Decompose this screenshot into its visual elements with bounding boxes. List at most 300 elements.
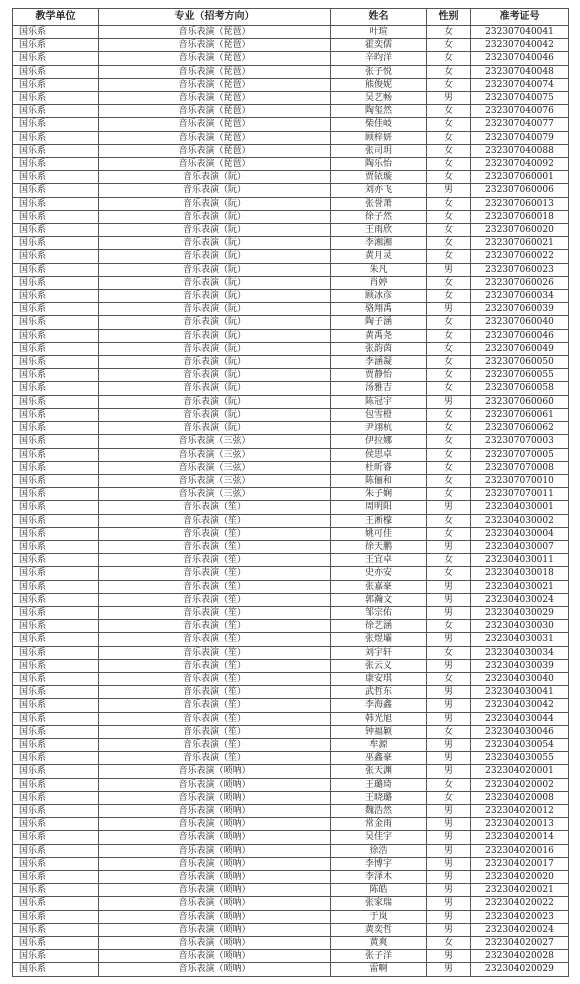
cell-major: 音乐表演（阮） <box>99 329 331 342</box>
table-row <box>13 105 569 118</box>
cell-gender: 女 <box>427 791 471 804</box>
cell-exam-number: 232307060022 <box>471 250 569 263</box>
cell-teaching-unit: 国乐系 <box>13 329 99 342</box>
table-row <box>13 171 569 184</box>
cell-major: 音乐表演（唢呐） <box>99 963 331 976</box>
cell-gender: 女 <box>427 937 471 950</box>
cell-teaching-unit: 国乐系 <box>13 237 99 250</box>
cell-teaching-unit: 国乐系 <box>13 897 99 910</box>
cell-major: 音乐表演（笙） <box>99 554 331 567</box>
cell-gender: 男 <box>427 884 471 897</box>
table-header-row <box>13 9 569 26</box>
table-row <box>13 461 569 474</box>
cell-teaching-unit: 国乐系 <box>13 276 99 289</box>
cell-name: 顾冰彦 <box>331 290 427 303</box>
cell-name: 王雨欣 <box>331 224 427 237</box>
cell-teaching-unit: 国乐系 <box>13 804 99 817</box>
cell-name: 汤雅吉 <box>331 382 427 395</box>
cell-teaching-unit: 国乐系 <box>13 158 99 171</box>
cell-major: 音乐表演（唢呐） <box>99 871 331 884</box>
cell-name: 常金雨 <box>331 818 427 831</box>
table-row <box>13 897 569 910</box>
cell-major: 音乐表演（琵琶） <box>99 39 331 52</box>
cell-exam-number: 232307060034 <box>471 290 569 303</box>
cell-teaching-unit: 国乐系 <box>13 844 99 857</box>
cell-name: 吴艺畅 <box>331 92 427 105</box>
cell-gender: 男 <box>427 950 471 963</box>
cell-exam-number: 232307070003 <box>471 435 569 448</box>
cell-name: 徐子然 <box>331 210 427 223</box>
cell-major: 音乐表演（唢呐） <box>99 778 331 791</box>
cell-major: 音乐表演（唢呐） <box>99 831 331 844</box>
cell-teaching-unit: 国乐系 <box>13 818 99 831</box>
cell-exam-number: 232304030021 <box>471 580 569 593</box>
cell-teaching-unit: 国乐系 <box>13 659 99 672</box>
cell-major: 音乐表演（三弦） <box>99 474 331 487</box>
cell-name: 张家瑞 <box>331 897 427 910</box>
table-row <box>13 606 569 619</box>
table-row <box>13 342 569 355</box>
cell-exam-number: 232307040092 <box>471 158 569 171</box>
cell-gender: 女 <box>427 461 471 474</box>
cell-exam-number: 232304030001 <box>471 501 569 514</box>
cell-exam-number: 232304020008 <box>471 791 569 804</box>
table-row <box>13 646 569 659</box>
cell-name: 伊拉娜 <box>331 435 427 448</box>
table-body <box>13 26 569 977</box>
cell-major: 音乐表演（唢呐） <box>99 950 331 963</box>
cell-exam-number: 232304030039 <box>471 659 569 672</box>
cell-teaching-unit: 国乐系 <box>13 342 99 355</box>
cell-gender: 女 <box>427 65 471 78</box>
table-row <box>13 514 569 527</box>
cell-name: 王璐琦 <box>331 778 427 791</box>
cell-teaching-unit: 国乐系 <box>13 884 99 897</box>
cell-name: 张誉萧 <box>331 197 427 210</box>
cell-gender: 男 <box>427 897 471 910</box>
cell-major: 音乐表演（琵琶） <box>99 131 331 144</box>
table-row <box>13 527 569 540</box>
cell-gender: 女 <box>427 39 471 52</box>
cell-exam-number: 232304020020 <box>471 871 569 884</box>
cell-teaching-unit: 国乐系 <box>13 382 99 395</box>
cell-major: 音乐表演（琵琶） <box>99 118 331 131</box>
cell-name: 武哲东 <box>331 686 427 699</box>
cell-exam-number: 232304020001 <box>471 765 569 778</box>
cell-teaching-unit: 国乐系 <box>13 210 99 223</box>
table-row <box>13 237 569 250</box>
cell-gender: 女 <box>427 672 471 685</box>
cell-name: 韩光旭 <box>331 712 427 725</box>
cell-name: 于岚 <box>331 910 427 923</box>
cell-exam-number: 232307070005 <box>471 448 569 461</box>
table-row <box>13 963 569 976</box>
cell-name: 黄禹尧 <box>331 329 427 342</box>
cell-exam-number: 232307060049 <box>471 342 569 355</box>
cell-major: 音乐表演（笙） <box>99 659 331 672</box>
cell-gender: 女 <box>427 408 471 421</box>
cell-major: 音乐表演（笙） <box>99 646 331 659</box>
cell-exam-number: 232307060001 <box>471 171 569 184</box>
cell-name: 刘亦飞 <box>331 184 427 197</box>
table-row <box>13 818 569 831</box>
cell-major: 音乐表演（笙） <box>99 567 331 580</box>
cell-teaching-unit: 国乐系 <box>13 197 99 210</box>
cell-teaching-unit: 国乐系 <box>13 752 99 765</box>
cell-major: 音乐表演（三弦） <box>99 435 331 448</box>
table-row <box>13 686 569 699</box>
cell-major: 音乐表演（唢呐） <box>99 884 331 897</box>
table-row <box>13 382 569 395</box>
table-row <box>13 633 569 646</box>
cell-name: 朱子娴 <box>331 488 427 501</box>
cell-exam-number: 232304030031 <box>471 633 569 646</box>
cell-teaching-unit: 国乐系 <box>13 224 99 237</box>
cell-teaching-unit: 国乐系 <box>13 778 99 791</box>
cell-major: 音乐表演（唢呐） <box>99 937 331 950</box>
cell-major: 音乐表演（阮） <box>99 382 331 395</box>
table-row <box>13 395 569 408</box>
cell-exam-number: 232304030030 <box>471 620 569 633</box>
cell-teaching-unit: 国乐系 <box>13 672 99 685</box>
cell-gender: 男 <box>427 818 471 831</box>
cell-name: 张韵茵 <box>331 342 427 355</box>
table-row <box>13 52 569 65</box>
cell-teaching-unit: 国乐系 <box>13 92 99 105</box>
table-row <box>13 118 569 131</box>
cell-gender: 女 <box>427 554 471 567</box>
cell-name: 李湘湘 <box>331 237 427 250</box>
cell-gender: 女 <box>427 276 471 289</box>
cell-gender: 女 <box>427 342 471 355</box>
cell-exam-number: 232307040088 <box>471 144 569 157</box>
table-row <box>13 831 569 844</box>
cell-gender: 男 <box>427 540 471 553</box>
cell-gender: 女 <box>427 78 471 91</box>
cell-name: 雷啊 <box>331 963 427 976</box>
cell-gender: 女 <box>427 158 471 171</box>
cell-exam-number: 232307040079 <box>471 131 569 144</box>
cell-teaching-unit: 国乐系 <box>13 963 99 976</box>
cell-major: 音乐表演（笙） <box>99 699 331 712</box>
cell-gender: 男 <box>427 606 471 619</box>
cell-exam-number: 232307040075 <box>471 92 569 105</box>
cell-gender: 女 <box>427 329 471 342</box>
cell-name: 陈皓 <box>331 884 427 897</box>
cell-gender: 男 <box>427 857 471 870</box>
cell-major: 音乐表演（唢呐） <box>99 804 331 817</box>
cell-exam-number: 232307060020 <box>471 224 569 237</box>
cell-name: 熊俊妮 <box>331 78 427 91</box>
cell-name: 史亦安 <box>331 567 427 580</box>
cell-major: 音乐表演（唢呐） <box>99 844 331 857</box>
cell-exam-number: 232304030024 <box>471 593 569 606</box>
cell-gender: 女 <box>427 224 471 237</box>
cell-exam-number: 232304020017 <box>471 857 569 870</box>
cell-exam-number: 232307070008 <box>471 461 569 474</box>
cell-teaching-unit: 国乐系 <box>13 646 99 659</box>
cell-name: 辛昀洋 <box>331 52 427 65</box>
table-row <box>13 474 569 487</box>
table-row <box>13 65 569 78</box>
cell-exam-number: 232304030046 <box>471 725 569 738</box>
cell-exam-number: 232307070010 <box>471 474 569 487</box>
cell-name: 周明阳 <box>331 501 427 514</box>
cell-major: 音乐表演（唢呐） <box>99 897 331 910</box>
cell-exam-number: 232304030011 <box>471 554 569 567</box>
cell-exam-number: 232307070011 <box>471 488 569 501</box>
cell-teaching-unit: 国乐系 <box>13 527 99 540</box>
cell-teaching-unit: 国乐系 <box>13 540 99 553</box>
cell-gender: 男 <box>427 699 471 712</box>
cell-teaching-unit: 国乐系 <box>13 501 99 514</box>
cell-teaching-unit: 国乐系 <box>13 144 99 157</box>
cell-name: 陶玺然 <box>331 105 427 118</box>
cell-major: 音乐表演（阮） <box>99 356 331 369</box>
table-row <box>13 923 569 936</box>
table-row <box>13 316 569 329</box>
table-row <box>13 791 569 804</box>
cell-teaching-unit: 国乐系 <box>13 78 99 91</box>
cell-major: 音乐表演（笙） <box>99 686 331 699</box>
cell-teaching-unit: 国乐系 <box>13 303 99 316</box>
admission-list-table <box>12 8 569 977</box>
table-row <box>13 804 569 817</box>
cell-name: 肖婷 <box>331 276 427 289</box>
cell-exam-number: 232304020016 <box>471 844 569 857</box>
cell-name: 张司玥 <box>331 144 427 157</box>
cell-gender: 男 <box>427 804 471 817</box>
header-teaching-unit: 教学单位 <box>13 9 99 26</box>
cell-name: 康安琪 <box>331 672 427 685</box>
cell-exam-number: 232304030044 <box>471 712 569 725</box>
cell-gender: 女 <box>427 144 471 157</box>
table-row <box>13 276 569 289</box>
cell-gender: 男 <box>427 844 471 857</box>
cell-gender: 女 <box>427 316 471 329</box>
cell-major: 音乐表演（笙） <box>99 540 331 553</box>
cell-major: 音乐表演（琵琶） <box>99 52 331 65</box>
cell-exam-number: 232307040042 <box>471 39 569 52</box>
cell-name: 钟福颖 <box>331 725 427 738</box>
cell-exam-number: 232304030007 <box>471 540 569 553</box>
cell-teaching-unit: 国乐系 <box>13 408 99 421</box>
cell-gender: 女 <box>427 620 471 633</box>
cell-gender: 女 <box>427 237 471 250</box>
table-row <box>13 26 569 39</box>
cell-major: 音乐表演（阮） <box>99 408 331 421</box>
cell-major: 音乐表演（笙） <box>99 738 331 751</box>
cell-major: 音乐表演（三弦） <box>99 448 331 461</box>
cell-gender: 男 <box>427 184 471 197</box>
cell-name: 顾梓妍 <box>331 131 427 144</box>
cell-major: 音乐表演（笙） <box>99 620 331 633</box>
cell-major: 音乐表演（阮） <box>99 342 331 355</box>
cell-gender: 男 <box>427 501 471 514</box>
cell-major: 音乐表演（笙） <box>99 527 331 540</box>
cell-name: 贾铱璇 <box>331 171 427 184</box>
table-row <box>13 580 569 593</box>
cell-teaching-unit: 国乐系 <box>13 474 99 487</box>
cell-major: 音乐表演（唢呐） <box>99 857 331 870</box>
table-row <box>13 937 569 950</box>
cell-major: 音乐表演（琵琶） <box>99 26 331 39</box>
cell-exam-number: 232307060026 <box>471 276 569 289</box>
table-row <box>13 435 569 448</box>
cell-name: 陶乐怡 <box>331 158 427 171</box>
cell-name: 骆翔禹 <box>331 303 427 316</box>
cell-exam-number: 232304020021 <box>471 884 569 897</box>
cell-name: 黄爽 <box>331 937 427 950</box>
cell-teaching-unit: 国乐系 <box>13 488 99 501</box>
cell-exam-number: 232304030055 <box>471 752 569 765</box>
cell-name: 邹宗佑 <box>331 606 427 619</box>
table-row <box>13 844 569 857</box>
cell-exam-number: 232307060046 <box>471 329 569 342</box>
cell-gender: 女 <box>427 356 471 369</box>
cell-teaching-unit: 国乐系 <box>13 633 99 646</box>
cell-name: 叶瑄 <box>331 26 427 39</box>
cell-major: 音乐表演（唢呐） <box>99 923 331 936</box>
cell-teaching-unit: 国乐系 <box>13 857 99 870</box>
cell-exam-number: 232307060021 <box>471 237 569 250</box>
table-row <box>13 672 569 685</box>
cell-exam-number: 232304030018 <box>471 567 569 580</box>
cell-major: 音乐表演（琵琶） <box>99 158 331 171</box>
header-name: 姓名 <box>331 9 427 26</box>
cell-name: 张子悦 <box>331 65 427 78</box>
cell-major: 音乐表演（阮） <box>99 303 331 316</box>
table-row <box>13 567 569 580</box>
table-row <box>13 303 569 316</box>
cell-teaching-unit: 国乐系 <box>13 738 99 751</box>
table-row <box>13 857 569 870</box>
cell-exam-number: 232304020028 <box>471 950 569 963</box>
cell-name: 霍奕儒 <box>331 39 427 52</box>
table-row <box>13 540 569 553</box>
cell-name: 黄月灵 <box>331 250 427 263</box>
cell-gender: 男 <box>427 92 471 105</box>
cell-gender: 女 <box>427 171 471 184</box>
cell-name: 黄奕哲 <box>331 923 427 936</box>
table-row <box>13 408 569 421</box>
cell-teaching-unit: 国乐系 <box>13 620 99 633</box>
table-row <box>13 329 569 342</box>
table-row <box>13 950 569 963</box>
cell-name: 李涵凝 <box>331 356 427 369</box>
cell-gender: 女 <box>427 105 471 118</box>
table-row <box>13 448 569 461</box>
cell-teaching-unit: 国乐系 <box>13 950 99 963</box>
cell-major: 音乐表演（琵琶） <box>99 92 331 105</box>
cell-exam-number: 232307060006 <box>471 184 569 197</box>
cell-gender: 男 <box>427 395 471 408</box>
table-row <box>13 197 569 210</box>
cell-major: 音乐表演（笙） <box>99 672 331 685</box>
cell-name: 包雪橙 <box>331 408 427 421</box>
cell-name: 李海鑫 <box>331 699 427 712</box>
cell-major: 音乐表演（阮） <box>99 316 331 329</box>
cell-gender: 女 <box>427 26 471 39</box>
table-row <box>13 144 569 157</box>
table-row <box>13 131 569 144</box>
table-row <box>13 224 569 237</box>
cell-gender: 男 <box>427 686 471 699</box>
cell-name: 魏浩然 <box>331 804 427 817</box>
cell-name: 徐艺涵 <box>331 620 427 633</box>
cell-teaching-unit: 国乐系 <box>13 118 99 131</box>
cell-exam-number: 232307040077 <box>471 118 569 131</box>
cell-major: 音乐表演（琵琶） <box>99 65 331 78</box>
cell-teaching-unit: 国乐系 <box>13 290 99 303</box>
table-row <box>13 422 569 435</box>
table-row <box>13 659 569 672</box>
cell-gender: 男 <box>427 633 471 646</box>
cell-exam-number: 232307060039 <box>471 303 569 316</box>
cell-exam-number: 232307040076 <box>471 105 569 118</box>
cell-major: 音乐表演（笙） <box>99 593 331 606</box>
cell-exam-number: 232304030002 <box>471 514 569 527</box>
table-row <box>13 290 569 303</box>
cell-teaching-unit: 国乐系 <box>13 923 99 936</box>
table-row <box>13 884 569 897</box>
cell-gender: 女 <box>427 382 471 395</box>
cell-gender: 女 <box>427 448 471 461</box>
cell-teaching-unit: 国乐系 <box>13 369 99 382</box>
cell-gender: 女 <box>427 422 471 435</box>
cell-name: 侯思卓 <box>331 448 427 461</box>
cell-gender: 女 <box>427 567 471 580</box>
cell-teaching-unit: 国乐系 <box>13 699 99 712</box>
cell-exam-number: 232307040041 <box>471 26 569 39</box>
cell-name: 张云义 <box>331 659 427 672</box>
cell-exam-number: 232304030042 <box>471 699 569 712</box>
cell-major: 音乐表演（阮） <box>99 210 331 223</box>
cell-exam-number: 232307040048 <box>471 65 569 78</box>
cell-gender: 女 <box>427 514 471 527</box>
cell-name: 张天渊 <box>331 765 427 778</box>
cell-major: 音乐表演（阮） <box>99 290 331 303</box>
cell-teaching-unit: 国乐系 <box>13 448 99 461</box>
cell-teaching-unit: 国乐系 <box>13 250 99 263</box>
cell-major: 音乐表演（唢呐） <box>99 765 331 778</box>
cell-teaching-unit: 国乐系 <box>13 791 99 804</box>
cell-major: 音乐表演（琵琶） <box>99 105 331 118</box>
cell-gender: 男 <box>427 910 471 923</box>
cell-name: 巫鑫豪 <box>331 752 427 765</box>
cell-gender: 男 <box>427 923 471 936</box>
cell-gender: 女 <box>427 435 471 448</box>
table-row <box>13 699 569 712</box>
cell-name: 王宜卓 <box>331 554 427 567</box>
cell-exam-number: 232304030029 <box>471 606 569 619</box>
cell-teaching-unit: 国乐系 <box>13 105 99 118</box>
cell-major: 音乐表演（笙） <box>99 606 331 619</box>
cell-name: 张嘉豪 <box>331 580 427 593</box>
table-row <box>13 738 569 751</box>
cell-major: 音乐表演（阮） <box>99 237 331 250</box>
cell-teaching-unit: 国乐系 <box>13 514 99 527</box>
cell-major: 音乐表演（笙） <box>99 712 331 725</box>
cell-major: 音乐表演（唢呐） <box>99 910 331 923</box>
cell-teaching-unit: 国乐系 <box>13 356 99 369</box>
cell-exam-number: 232307060013 <box>471 197 569 210</box>
cell-teaching-unit: 国乐系 <box>13 567 99 580</box>
cell-major: 音乐表演（笙） <box>99 725 331 738</box>
cell-gender: 女 <box>427 369 471 382</box>
cell-exam-number: 232304020027 <box>471 937 569 950</box>
table-row <box>13 210 569 223</box>
